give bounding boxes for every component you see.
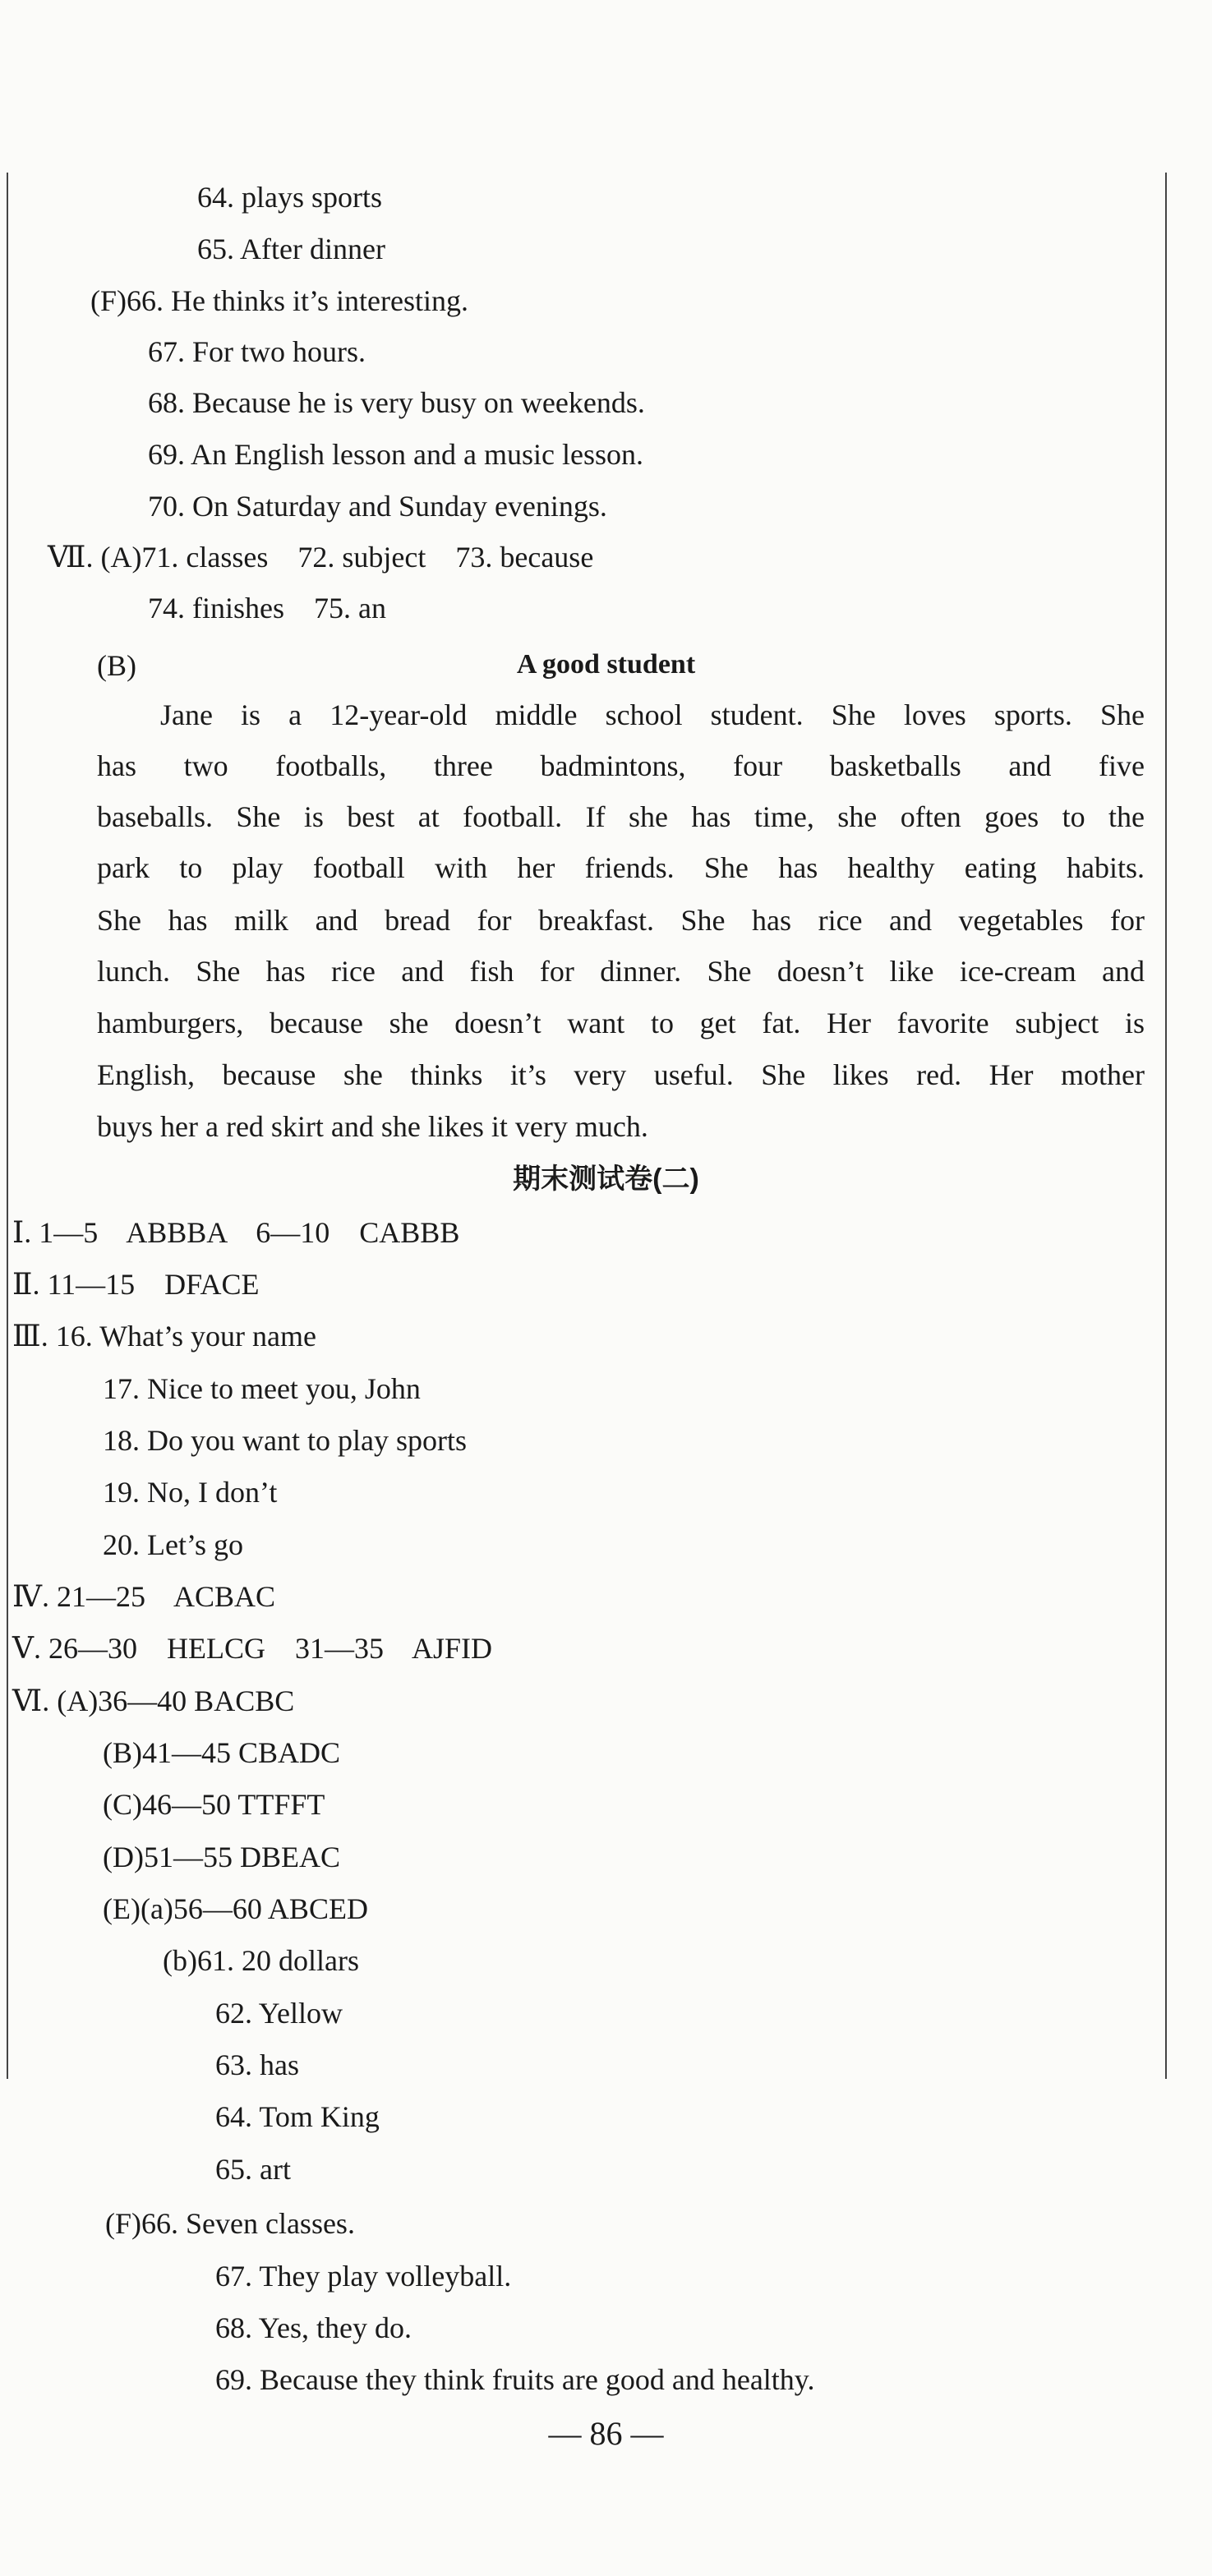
answer-line: (F)66. He thinks it’s interesting. [90,284,468,317]
answer-line: 64. plays sports [197,181,382,214]
answer-line: 70. On Saturday and Sunday evenings. [148,490,607,523]
essay-line: English, because she thinks it’s very useful. She likes red. Her mother [97,1058,1145,1091]
answer-line: Ⅱ. 11—15 DFACE [12,1268,260,1301]
essay-line: buys her a red skirt and she likes it very much. [97,1110,648,1143]
answer-line: 18. Do you want to play sports [103,1424,467,1457]
answer-line: Ⅳ. 21—25 ACBAC [12,1580,276,1613]
answer-line: 67. For two hours. [148,335,366,368]
answer-line: 65. After dinner [197,233,385,265]
answer-line: 68. Because he is very busy on weekends. [148,386,645,419]
answer-line: 65. art [215,2153,291,2186]
answer-line: (B)41—45 CBADC [103,1736,341,1769]
page-number: — 86 — [548,2415,664,2452]
answer-line: (b)61. 20 dollars [163,1944,359,1977]
essay-line: Jane is a 12-year-old middle school student. She loves sports. She [160,698,1145,731]
answer-line: 69. Because they think fruits are good and healthy. [215,2363,815,2396]
answer-line: (F)66. Seven classes. [105,2207,355,2240]
answer-line: Ⅵ. (A)36—40 BACBC [12,1684,295,1717]
answer-line: 63. has [215,2048,299,2081]
answer-line: 74. finishes 75. an [148,592,386,624]
left-border-line [7,173,8,2079]
answer-line: 62. Yellow [215,1997,343,2030]
answer-line: (C)46—50 TTFFT [103,1788,325,1821]
essay-line: park to play football with her friends. She has healthy eating habits. [97,851,1145,884]
answer-line: 67. They play volleyball. [215,2260,512,2293]
answer-line: Ⅲ. 16. What’s your name [12,1320,316,1353]
essay-line: baseballs. She is best at football. If she has time, she often goes to the [97,800,1145,833]
answer-line: Ⅶ. (A)71. classes 72. subject 73. because [48,541,594,574]
answer-line: 19. No, I don’t [103,1476,278,1509]
section-label: (B) [97,649,136,682]
answer-line: 17. Nice to meet you, John [103,1372,421,1405]
answer-line: (D)51—55 DBEAC [103,1841,340,1873]
answer-line: 64. Tom King [215,2100,380,2133]
test-heading: 期末测试卷(二) [513,1164,699,1195]
answer-line: 20. Let’s go [103,1528,243,1561]
answer-line: 68. Yes, they do. [215,2311,412,2344]
essay-line: She has milk and bread for breakfast. She has rice and vegetables for [97,904,1145,937]
right-border-line [1165,173,1167,2079]
answer-line: (E)(a)56—60 ABCED [103,1892,368,1925]
essay-line: lunch. She has rice and fish for dinner. She doesn’t like ice-cream and [97,955,1145,988]
answer-line: Ⅴ. 26—30 HELCG 31—35 AJFID [12,1632,493,1665]
answer-line: Ⅰ. 1—5 ABBBA 6—10 CABBB [12,1216,460,1249]
essay-line: has two footballs, three badmintons, four basketballs and five [97,749,1145,782]
answer-line: 69. An English lesson and a music lesson. [148,438,643,471]
essay-line: hamburgers, because she doesn’t want to get fat. Her favorite subject is [97,1007,1145,1039]
essay-title: A good student [516,649,696,680]
